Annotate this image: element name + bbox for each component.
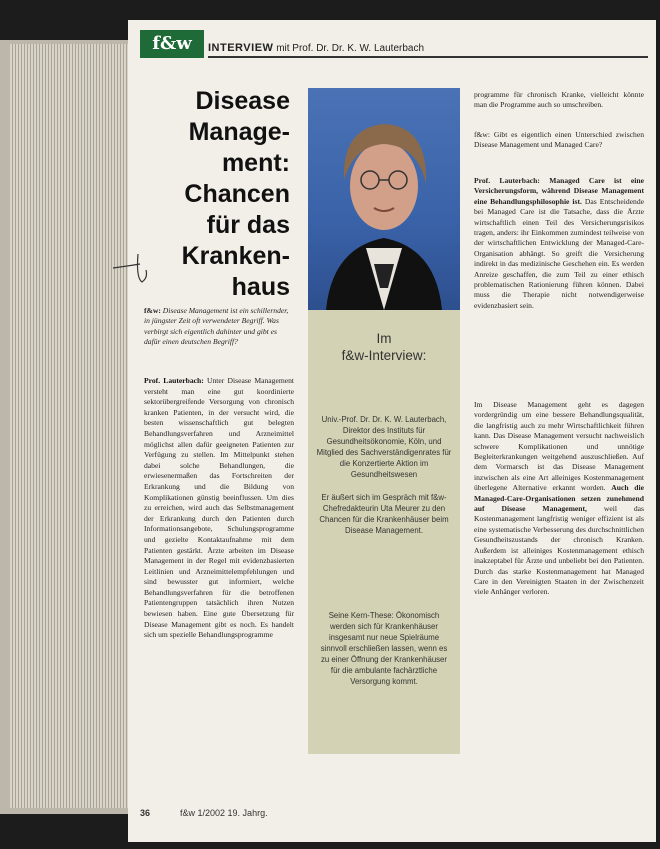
- title-line: Manage-: [188, 118, 290, 146]
- title-line: Chancen: [184, 180, 290, 208]
- article-title: [150, 86, 290, 303]
- section-label: INTERVIEW: [208, 42, 274, 54]
- title-line: ment:: [221, 149, 290, 177]
- portrait-illustration: [308, 88, 460, 310]
- column3-answer: [474, 176, 644, 311]
- intro-label: f&w:: [144, 306, 161, 315]
- title-line: Disease: [195, 87, 290, 115]
- page-number: 36: [140, 808, 151, 818]
- sidebar-bio: Univ.-Prof. Dr. Dr. K. W. Lauterbach, Direktor des Instituts für Gesundheitsökonomie, Köln, und Mitglied des Sachverständigenrates für die Konzertierte Aktion im Gesundheitswesen: [316, 415, 452, 479]
- header-rule: [208, 56, 648, 58]
- column3-paragraph: [474, 400, 644, 598]
- magazine-logo: f&w: [140, 30, 204, 58]
- column3-speaker: Prof. Lauterbach:: [474, 176, 540, 185]
- intro-text: Disease Management ist ein schillernder, in jüngster Zeit oft verwendeter Begriff. Was verbirgt sich eigentlich dahinter und gibt es dafür einen deutschen Begriff?: [144, 306, 289, 347]
- column3-answer-text: Das Entscheidende bei Managed Care ist die Tatsache, dass die Ärzte wirtschaftlich einen Teil des Versicherungsrisikos tragen, anders: ihr Einkommen zumindest teilweise von der wirtschaftlichen Entwicklung der Managed-Care-Organisation abhängt. So greift die Versicherung indirekt in das medizinische Geschehen ein. Es werden Anreize geschaffen, die zum Teil zu einer ethisch problematischen Rationierung führen können. Dabei muss die Therapie nicht notwendigerweise evidenzbasiert sein.: [474, 196, 644, 310]
- column3-answer-bold: Managed Care ist eine Versicherungsform, während Disease Management eine Behandlungsphilosophie ist.: [474, 176, 644, 206]
- title-line: Kranken-: [181, 242, 290, 270]
- pen-mark: [108, 248, 168, 288]
- sidebar-heading: [308, 330, 460, 364]
- sidebar-interviewer: Er äußert sich im Gespräch mit f&w-Chefredakteurin Uta Meurer zu den Chancen für die Krankenhäuser beim Disease Management.: [319, 493, 449, 535]
- portrait-photo: [308, 88, 460, 310]
- section-header: [208, 42, 424, 54]
- body-column-1: [144, 376, 294, 641]
- interview-sidebar: [308, 310, 460, 754]
- sidebar-thesis: Seine Kern-These: Ökonomisch werden sich für Krankenhäuser insgesamt nur neue Spielräume sinnvoll erschließen lassen, wenn es zu einer Öffnung der Krankenhäuser für die ambulante fachärztliche Versorgung kommt.: [320, 611, 448, 686]
- title-line: haus: [231, 273, 290, 301]
- column3-p3-bold: Auch die Managed-Care-Organisationen setzen zunehmend auf Disease Management,: [474, 483, 644, 514]
- page-footer: [140, 808, 268, 818]
- column3-intro: programme für chronisch Kranke, vielleicht könnte man die Programme auch so umschreiben.: [474, 90, 644, 110]
- section-subtitle: mit Prof. Dr. Dr. K. W. Lauterbach: [273, 43, 425, 54]
- page-stack-edges: [10, 44, 130, 808]
- issue-info: f&w 1/2002 19. Jahrg.: [180, 808, 268, 818]
- intro-question: [144, 306, 294, 348]
- sidebar-heading-line2: f&w-Interview:: [341, 348, 427, 363]
- title-line: für das: [206, 211, 290, 239]
- column3-question: f&w: Gibt es eigentlich einen Unterschied zwischen Disease Management und Managed Care?: [474, 130, 644, 150]
- body-speaker: Prof. Lauterbach:: [144, 376, 204, 385]
- column3-p3-text: Im Disease Management geht es dagegen vordergründig um eine bessere Behandlungsqualität, die langfristig auch zu mehr Wirtschaftlichkeit führen kann. Das Disease Management versucht nachweislich schwere Komplikationen und unnötige Begleiterkrankungen weitgehend auszuschließen. Auf dem Vormarsch ist das Disease Management inzwischen als eine Art alleiniges Kostenmanagement überlegene Alternative erkannt worden.: [474, 400, 644, 493]
- sidebar-heading-line1: Im: [376, 331, 392, 346]
- body-text: Unter Disease Management versteht man eine gut koordinierte sektorübergreifende Versorgung von chronisch kranken Patienten, in der versucht wird, die besten wissenschaftlich gut belegten Behandlungsverfahren und Arzneimittel möglichst allen dafür geeigneten Patienten zur Verfügung zu stellen. Im Mittelpunkt stehen dabei solche Behandlungen, die erwiesenermaßen das Fortschreiten der Erkrankung und die Bildung von Komplikationen günstig beeinflussen. Um dies zu erreichen, wird auch das Selbstmanagement der Erkrankung durch den Patienten durch Informationsangebote, Schulungsprogramme und gezielte Kontaktaufnahme mit dem Patienten gestärkt. Ärzte arbeiten im Disease Management in der Regel mit evidenzbasierten Leitlinien und Arzneimittelempfehlungen und sind bewusster gut informiert, welche Behandlungsverfahren für die betroffenen Patientengruppen tatsächlich ihren Nutzen bewiesen haben. Eine gute Übersetzung für Disease Management gibt es noch. Es handelt sich um spezielle Behandlungsprogramme: [144, 376, 294, 640]
- column3-p3-end: weil das Kostenmanagement langfristig weniger effizient ist als eine systematische Verbesserung des durchschnittlichen Gesundheitszustands der chronisch Kranken. Außerdem ist alleiniges Kostenmanagement ethisch inakzeptabel für Ärzte und unbeliebt bei den Patienten. Durch das starke Kostenmanagement hat Managed Care in den Vereinigten Staaten in der Zwischenzeit viele Anhänger verloren.: [474, 504, 644, 597]
